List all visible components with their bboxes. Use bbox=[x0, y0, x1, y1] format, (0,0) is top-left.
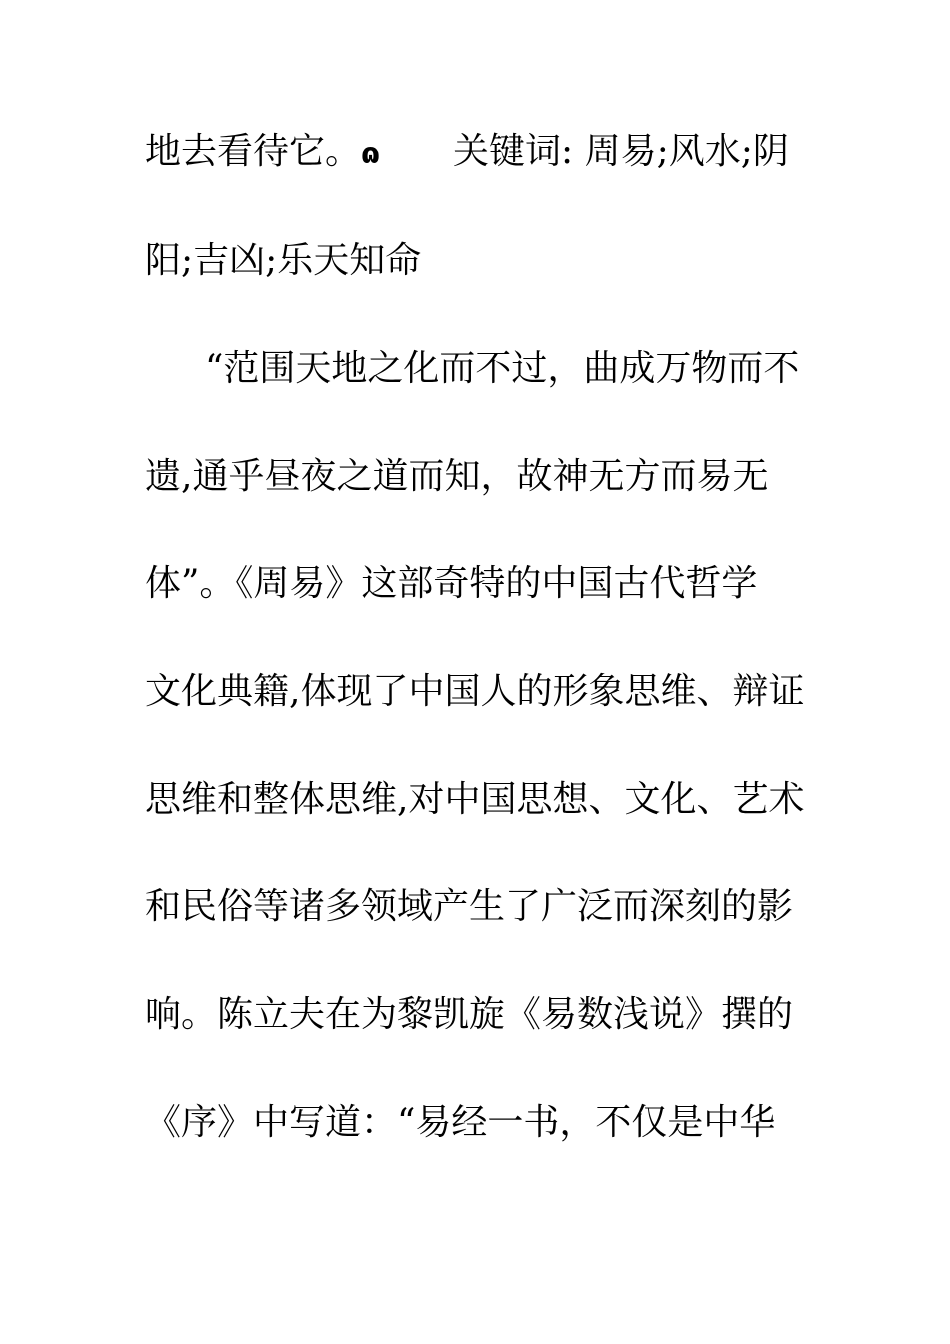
paragraph-text: 响。陈立夫在为黎凯旋《易数浅说》撰的 bbox=[145, 994, 794, 1035]
text-line-8 bbox=[145, 882, 793, 932]
paragraph-text: 文化典籍,体现了中国人的形象思维、辩证 bbox=[145, 671, 805, 712]
text-line-4 bbox=[145, 452, 768, 502]
paragraph-text: “范围天地之化而不过，曲成万物而不 bbox=[205, 348, 800, 389]
text-line-10 bbox=[145, 1098, 775, 1148]
paragraph-text: 思维和整体思维,对中国思想、文化、艺术 bbox=[145, 779, 805, 820]
keywords-text: 关键词: 周易;风水;阴 bbox=[453, 131, 789, 172]
paragraph-mark-glyph: ɷ bbox=[361, 137, 381, 170]
text-line-1 bbox=[145, 127, 789, 177]
paragraph-text: 体”。《周易》这部奇特的中国古代哲学 bbox=[145, 563, 758, 604]
text-line-9 bbox=[145, 990, 793, 1040]
paragraph-text: 遗,通乎昼夜之道而知，故神无方而易无 bbox=[145, 456, 769, 497]
text-line-2 bbox=[145, 236, 421, 286]
text-line-6 bbox=[145, 667, 804, 717]
text-line-7 bbox=[145, 775, 804, 825]
keywords-text-cont: 阳;吉凶;乐天知命 bbox=[145, 240, 422, 281]
text-line-5 bbox=[145, 559, 757, 609]
paragraph-text: 《序》中写道：“易经一书，不仅是中华 bbox=[145, 1102, 776, 1143]
paragraph-text: 和民俗等诸多领域产生了广泛而深刻的影 bbox=[145, 886, 794, 927]
text-fragment: 地去看待它。 bbox=[145, 131, 362, 172]
text-line-3 bbox=[145, 344, 799, 394]
